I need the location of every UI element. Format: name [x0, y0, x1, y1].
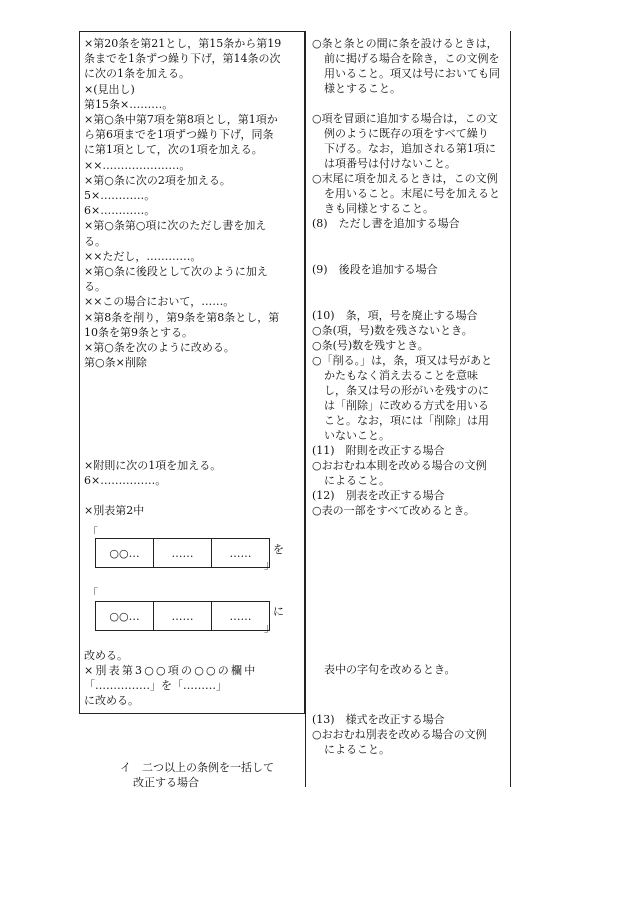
right-line: ○項を冒頭に追加する場合は，この文 [312, 112, 498, 125]
left-line: 第○条×削除 [84, 356, 147, 370]
bottom-heading: イ 二つ以上の条例を一括して [120, 761, 274, 774]
right-line: 用いること。項又は号においても同 [324, 67, 500, 80]
right-line: 前に掲げる場合を除き，この文例を [324, 52, 500, 65]
left-line: 第15条×………。 [84, 97, 174, 111]
left-line: 5×…………。 [84, 189, 156, 202]
section-heading-9: (9) 後段を追加する場合 [312, 263, 438, 276]
right-line: かたもなく消え去ることを意味 [324, 369, 478, 382]
section-heading-10: (10) 条，項，号を廃止する場合 [312, 309, 478, 322]
left-line: 6×……………。 [84, 474, 167, 487]
left-line: ×第○条第○項に次のただし書を加え [84, 219, 267, 233]
left-line: ×別表第3○○項の○○の欄中 [84, 664, 258, 677]
table2-cell: …… [154, 602, 212, 630]
section-heading-12: (12) 別表を改正する場合 [312, 489, 445, 502]
right-line: 例のように既存の項をすべて繰り [324, 127, 489, 140]
right-line: ○「削る。」は，条，項又は号があと [312, 354, 493, 367]
left-line: ××…………………。 [84, 158, 191, 172]
table2-cell: ○○… [96, 602, 154, 630]
left-line: ×別表第2中 [84, 504, 145, 517]
left-line: ×(見出し) [84, 82, 135, 96]
left-line: に第1項として，次の1項を加える。 [84, 143, 263, 157]
right-line: ○条(項，号)数を残さないとき。 [312, 324, 473, 337]
left-line: ×第8条を削り，第9条を第8条とし，第 [84, 310, 280, 324]
right-line: し，条又は号の形がいを残すのに [324, 384, 489, 397]
right-line: いないこと。 [324, 429, 390, 442]
table2 [95, 601, 270, 631]
table2-open-bracket: 「 [87, 587, 98, 600]
section-heading-11: (11) 附則を改正する場合 [312, 444, 445, 457]
right-line: ○条(号)数を残すとき。 [312, 339, 429, 352]
left-line: る。 [84, 280, 106, 294]
table1-suffix: を [273, 543, 284, 556]
right-line: によること。 [324, 743, 390, 756]
right-line: ○条と条との間に条を設けるときは， [312, 37, 498, 50]
table1-cell: …… [154, 539, 212, 567]
left-line: ××この場合において，……。 [84, 295, 235, 309]
right-line: 様とすること。 [324, 82, 401, 95]
right-line: を用いること。末尾に号を加えると [324, 187, 500, 200]
bottom-heading-cont: 改正する場合 [133, 776, 199, 789]
left-line: ×第○条中第7項を第8項とし，第1項か [84, 113, 278, 126]
section-heading-8: (8) ただし書を追加する場合 [312, 217, 460, 230]
left-line: に次の1条を加える。 [84, 67, 190, 81]
left-line: ×第○条に後段として次のように加え [84, 265, 268, 278]
left-line: 6×…………。 [84, 204, 156, 218]
section-heading-13: (13) 様式を改正する場合 [312, 713, 445, 726]
left-line: ら第6項までを1項ずつ繰り下げ，同条 [84, 128, 274, 142]
left-line: に改める。 [84, 694, 139, 707]
left-line: ×附則に次の1項を加える。 [84, 459, 222, 472]
right-line: 表中の字句を改めるとき。 [324, 663, 456, 676]
left-line: 条までを1条ずつ繰り下げ，第14条の次 [84, 52, 281, 66]
right-line: は項番号は付けないこと。 [324, 157, 456, 170]
left-line: 10条を第9条とする。 [84, 325, 193, 339]
left-line: ×第○条に次の2項を加える。 [84, 173, 231, 187]
right-line: ○末尾に項を加えるときは，この文例 [312, 172, 498, 185]
column-divider [305, 31, 306, 787]
table1-cell: …… [229, 546, 252, 560]
left-line: る。 [84, 234, 106, 248]
left-line: ××ただし，…………。 [84, 249, 202, 263]
right-line: によること。 [324, 474, 390, 487]
left-line: 改める。 [84, 649, 128, 662]
table1-open-bracket: 「 [87, 526, 98, 539]
table1 [95, 538, 270, 568]
right-line: 下げる。なお，追加される第1項に [324, 142, 496, 155]
right-line: こと。なお，項には「削除」は用 [324, 414, 489, 427]
table2-suffix: に [273, 605, 284, 618]
table1-cell: ○○… [96, 539, 154, 567]
left-line: 「……………」を「………」 [84, 679, 227, 692]
right-line: は「削除」に改める方式を用いる [324, 399, 489, 412]
right-column-edge [510, 31, 511, 787]
table2-close-bracket: 」 [264, 621, 275, 634]
left-line: ×第○条を次のように改める。 [84, 341, 235, 354]
table1-close-bracket: 」 [264, 558, 275, 571]
right-line: きも同様とすること。 [324, 202, 434, 215]
right-line: ○表の一部をすべて改めるとき。 [312, 504, 475, 517]
right-line: ○おおむね別表を改める場合の文例 [312, 728, 487, 741]
right-line: ○おおむね本則を改める場合の文例 [312, 459, 487, 472]
table2-cell: …… [229, 609, 252, 623]
left-line: ×第20条を第21とし，第15条から第19 [84, 37, 282, 50]
